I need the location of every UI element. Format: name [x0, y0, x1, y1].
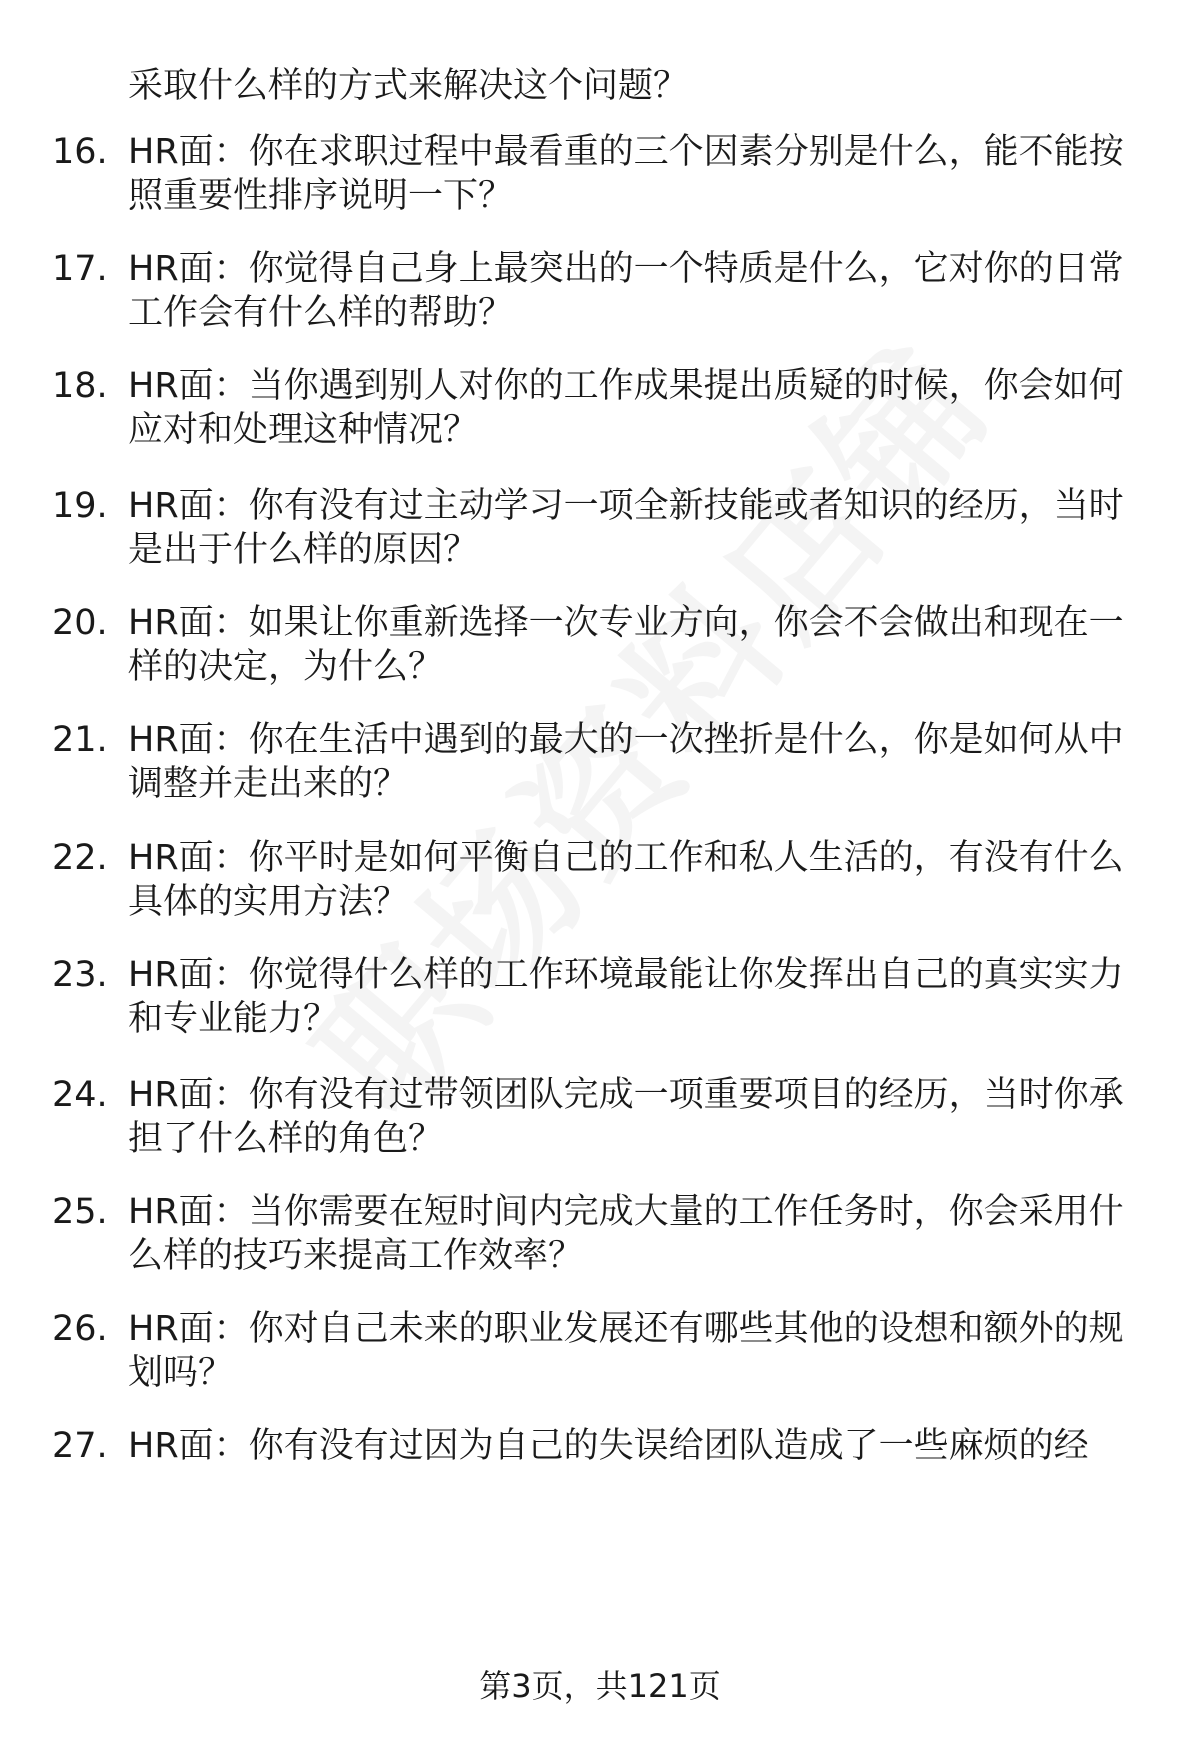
question-text-line2: 样的决定，为什么？ — [128, 647, 444, 687]
question-number: 21. — [52, 720, 108, 760]
question-number: 16. — [52, 132, 108, 172]
question-number: 17. — [52, 249, 108, 289]
question-text-line1: HR面：你在求职过程中最看重的三个因素分别是什么，能不能按 — [128, 132, 1124, 172]
question-text-line2: 工作会有什么样的帮助？ — [128, 293, 514, 333]
question-text-line2: 划吗？ — [128, 1353, 234, 1393]
question-text-line2: 应对和处理这种情况？ — [128, 410, 479, 450]
question-number: 20. — [52, 603, 108, 643]
question-text-line1: HR面：你有没有过因为自己的失误给团队造成了一些麻烦的经 — [128, 1426, 1089, 1466]
question-text-line2: 具体的实用方法？ — [128, 882, 409, 922]
question-number: 24. — [52, 1075, 108, 1115]
question-number: 26. — [52, 1309, 108, 1349]
question-text-line1: HR面：你对自己未来的职业发展还有哪些其他的设想和额外的规 — [128, 1309, 1124, 1349]
question-text-line2: 么样的技巧来提高工作效率？ — [128, 1236, 584, 1276]
question-text-line1: HR面：当你需要在短时间内完成大量的工作任务时，你会采用什 — [128, 1192, 1124, 1232]
question-text-line1: HR面：如果让你重新选择一次专业方向，你会不会做出和现在一 — [128, 603, 1124, 643]
question-number: 27. — [52, 1426, 108, 1466]
question-text-line1: HR面：当你遇到别人对你的工作成果提出质疑的时候，你会如何 — [128, 366, 1124, 406]
question-text-line1: HR面：你有没有过主动学习一项全新技能或者知识的经历，当时 — [128, 486, 1124, 526]
question-number: 25. — [52, 1192, 108, 1232]
question-number: 23. — [52, 955, 108, 995]
question-number: 19. — [52, 486, 108, 526]
question-number: 18. — [52, 366, 108, 406]
question-text-line1: HR面：你觉得什么样的工作环境最能让你发挥出自己的真实实力 — [128, 955, 1124, 995]
question-text-line1: HR面：你平时是如何平衡自己的工作和私人生活的，有没有什么 — [128, 838, 1124, 878]
question-number: 22. — [52, 838, 108, 878]
question-text-line2: 照重要性排序说明一下？ — [128, 176, 514, 216]
question-text-line2: 调整并走出来的？ — [128, 764, 409, 804]
question-text-line1: HR面：你有没有过带领团队完成一项重要项目的经历，当时你承 — [128, 1075, 1124, 1115]
continuation-text: 采取什么样的方式来解决这个问题？ — [128, 66, 689, 106]
question-text-line1: HR面：你觉得自己身上最突出的一个特质是什么，它对你的日常 — [128, 249, 1124, 289]
question-text-line2: 担了什么样的角色？ — [128, 1119, 444, 1159]
question-text-line2: 和专业能力？ — [128, 999, 339, 1039]
question-text-line1: HR面：你在生活中遇到的最大的一次挫折是什么，你是如何从中 — [128, 720, 1124, 760]
page-footer: 第3页，共121页 — [479, 1667, 721, 1705]
question-text-line2: 是出于什么样的原因？ — [128, 530, 479, 570]
